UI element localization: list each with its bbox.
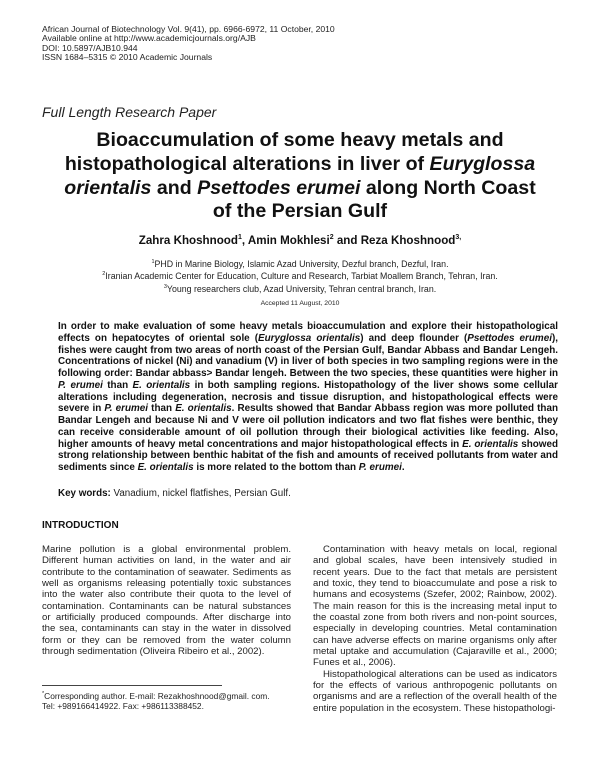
author-list bbox=[0, 234, 600, 247]
journal-issn: ISSN 1684–5315 © 2010 Academic Journals bbox=[42, 52, 213, 63]
author-name: Zahra Khoshnood bbox=[138, 234, 238, 247]
footnote-line bbox=[42, 689, 292, 701]
paper-title bbox=[60, 129, 540, 224]
keywords-label: Key words: bbox=[58, 488, 111, 499]
journal-citation: African Journal of Biotechnology Vol. 9(41), pp. 6966-6972, 11 October, 2010 bbox=[42, 24, 335, 34]
affiliation-text: PHD in Marine Biology, Islamic Azad University, Dezful branch, Dezful, Iran. bbox=[154, 258, 449, 269]
abstract-species: P. erumei bbox=[104, 403, 149, 415]
abstract-species: Psettodes erumei bbox=[467, 332, 552, 344]
accepted-date: Accepted 11 August, 2010 bbox=[260, 300, 340, 307]
abstract-text: than bbox=[148, 403, 176, 415]
footnote-email: Corresponding author. E-mail: Rezakhoshnood@gmail. com. bbox=[44, 690, 270, 701]
footnote-corresponding-author bbox=[42, 689, 292, 711]
author-name: Reza Khoshnood bbox=[360, 234, 456, 247]
title-text: along North Coast of the Persian Gulf bbox=[212, 176, 536, 223]
abstract-text: in both sampling regions. Histopathology of the liver shows some cellular alterations including degeneration, necrosis and tissue disruption, and histopathological effects were severe in bbox=[58, 379, 558, 415]
title-text: Bioaccumulation of some heavy metals and histopathological alterations in liver of bbox=[64, 129, 504, 175]
author-affiliation-mark: 1 bbox=[237, 234, 242, 242]
section-heading-introduction: INTRODUCTION bbox=[42, 520, 119, 531]
body-column-right bbox=[313, 544, 557, 714]
affiliation-mark: 1 bbox=[151, 259, 155, 265]
keywords bbox=[58, 488, 291, 499]
affiliations bbox=[0, 257, 600, 294]
abstract-text: In order to make evaluation of some heavy metals bioaccumulation and explore their histopathological effects on hepatocytes of oriental sole ( bbox=[58, 321, 558, 344]
abstract-text: ) and deep flounder ( bbox=[360, 332, 468, 344]
abstract-text: showed strong relationship between benthic habitat of the fish and amounts of received pollutants from water and sediments since bbox=[58, 438, 558, 473]
title-species-epithet: orientalis bbox=[64, 176, 152, 199]
abstract-species: Euryglossa orientalis bbox=[258, 332, 361, 344]
abstract-species: E. orientalis bbox=[137, 462, 194, 473]
affiliation bbox=[0, 282, 600, 294]
affiliation-mark: 3 bbox=[163, 283, 167, 290]
affiliation-text: Iranian Academic Center for Education, Culture and Research, Tarbiat Moallem Branch, Tehran, Iran. bbox=[105, 271, 498, 282]
journal-header bbox=[42, 25, 335, 63]
abstract-text: than bbox=[102, 379, 133, 391]
author-affiliation-mark: 2 bbox=[329, 234, 334, 242]
keywords-text: Vanadium, nickel flatfishes, Persian Gulf. bbox=[110, 488, 291, 499]
abstract-text: . Results showed that Bandar Abbass region was more polluted than Bandar Lengeh and because Ni and V were oil pollution indicators and two flat fishes were benthic, they can receive considerable amount of oil pollution through their biological activities like feeding. Also, higher amounts of heavy metal concentrations and major histopathological effects in bbox=[58, 403, 558, 450]
abstract-text: ), fishes were caught from two areas of north coast of the Persian Gulf, Bandar Abbass and Bandar Lengeh. Concentrations of nickel (Ni) and vanadium (V) in liver of both species in two sampling regions were in the following order: Bandar abbass> Bandar lengeh. Between the two species, these quantities were higher in bbox=[58, 332, 558, 379]
body-column-left bbox=[42, 544, 291, 657]
footnote-divider bbox=[42, 685, 222, 686]
paper-type-label: Full Length Research Paper bbox=[42, 104, 217, 120]
abstract-species: P. erumei bbox=[58, 379, 103, 391]
footnote-contact: Tel: +989166414922. Fax: +986113388452. bbox=[42, 701, 204, 711]
abstract bbox=[58, 321, 558, 474]
affiliation-mark: 2 bbox=[102, 271, 106, 278]
affiliation bbox=[0, 257, 600, 269]
author-affiliation-mark: 3, bbox=[455, 234, 462, 242]
body-paragraph: Contamination with heavy metals on local, regional and global scales, have been intensively studied in recent years. Due to the fact that metals are persistent and toxic, they tend to bioaccumulate and pose a risk to humans and ecosystems (Szefer, 2002; Rainbow, 2002). The main reason for this is the increasing metal input to the coastal zone from both rivers and non-point sources, especially in developing countries. Metal contamination can have adverse effects on marine organisms only after metal uptake and accumulation (Cajaraville et al., 2000; Funes et al., 2006). bbox=[313, 544, 557, 669]
title-species-genus: Euryglossa bbox=[429, 152, 536, 175]
author-separator: , bbox=[241, 234, 248, 247]
affiliation-text: Young researchers club, Azad University, Tehran central branch, Iran. bbox=[166, 283, 437, 294]
author-separator: and bbox=[333, 234, 361, 247]
abstract-species: E. orientalis bbox=[132, 379, 191, 391]
author-name: Amin Mokhlesi bbox=[247, 234, 330, 247]
journal-doi: DOI: 10.5897/AJB10.944 bbox=[42, 42, 138, 53]
title-species-2: Psettodes erumei bbox=[197, 176, 361, 199]
footnote-mark: * bbox=[42, 691, 45, 697]
abstract-species: E. orientalis bbox=[175, 403, 232, 415]
body-paragraph: Histopathological alterations can be used as indicators for the effects of various anthropogenic pollutants on organisms and are a reflection of the overall health of the entire population in the ecosystem. These histopathologi- bbox=[313, 668, 557, 714]
title-text: and bbox=[151, 176, 198, 199]
abstract-species: E. orientalis bbox=[462, 438, 519, 450]
abstract-text: is more related to the bottom than bbox=[193, 462, 359, 473]
affiliation bbox=[0, 269, 600, 281]
abstract-text: . bbox=[401, 462, 405, 473]
abstract-species: P. erumei bbox=[358, 462, 402, 473]
journal-availability: Available online at http://www.academicjournals.org/AJB bbox=[42, 33, 256, 44]
body-paragraph: Marine pollution is a global environmental problem. Different human activities on land, in the water and air contribute to the contamination of seawater. Sediments as well as organisms releasing potentially toxic substances into the water also contribute their quota to the level of contamination. Contaminants can be natural substances or artificially produced compounds. After discharge into the sea, contaminants can stay in the water in dissolved form or they can be removed from the water column through sedimentation (Oliveira Ribeiro et al., 2002). bbox=[42, 544, 291, 658]
